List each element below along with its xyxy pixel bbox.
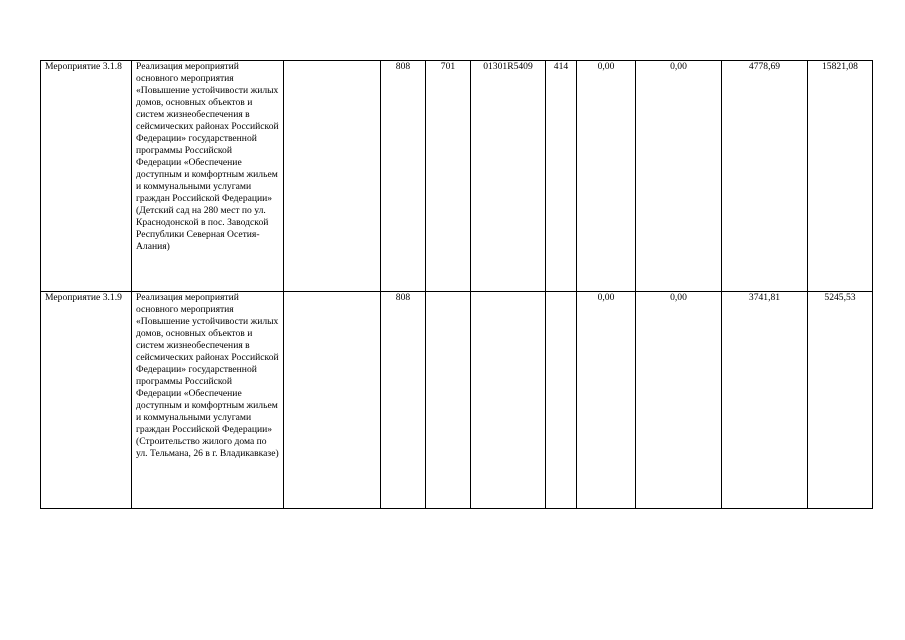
table-row xyxy=(41,61,873,292)
vr-code xyxy=(546,292,577,509)
amount-value: 15821,08 xyxy=(808,61,873,292)
program-measures-table xyxy=(40,60,873,509)
amount-value: 4778,69 xyxy=(722,61,808,292)
measure-description: Реализация мероприятий основного мероприятия «Повышение устойчивости жилых домов, основных объектов и систем жизнеобеспечения в сейсмических районах Российской Федерации» государственной программы Российской Федерации «Обеспечение доступным и комфортным жильем и коммунальными услугами граждан Российской Федерации» (Строительство жилого дома по ул. Тельмана, 26 в г. Владикавказе) xyxy=(132,292,284,509)
vr-code: 414 xyxy=(546,61,577,292)
amount-value: 0,00 xyxy=(577,292,636,509)
csr-code xyxy=(471,292,546,509)
measure-executor xyxy=(284,292,381,509)
measure-name: Мероприятие 3.1.8 xyxy=(41,61,132,292)
amount-value: 0,00 xyxy=(636,292,722,509)
amount-value: 5245,53 xyxy=(808,292,873,509)
rzpr-code xyxy=(426,292,471,509)
amount-value: 3741,81 xyxy=(722,292,808,509)
csr-code: 01301R5409 xyxy=(471,61,546,292)
rzpr-code: 701 xyxy=(426,61,471,292)
grbs-code: 808 xyxy=(381,292,426,509)
measure-name: Мероприятие 3.1.9 xyxy=(41,292,132,509)
table-row xyxy=(41,292,873,509)
grbs-code: 808 xyxy=(381,61,426,292)
amount-value: 0,00 xyxy=(636,61,722,292)
measure-description: Реализация мероприятий основного мероприятия «Повышение устойчивости жилых домов, основных объектов и систем жизнеобеспечения в сейсмических районах Российской Федерации» государственной программы Российской Федерации «Обеспечение доступным и комфортным жильем и коммунальными услугами граждан Российской Федерации» (Детский сад на 280 мест по ул. Краснодонской в пос. Заводской Республики Северная Осетия-Алания) xyxy=(132,61,284,292)
amount-value: 0,00 xyxy=(577,61,636,292)
measure-executor xyxy=(284,61,381,292)
